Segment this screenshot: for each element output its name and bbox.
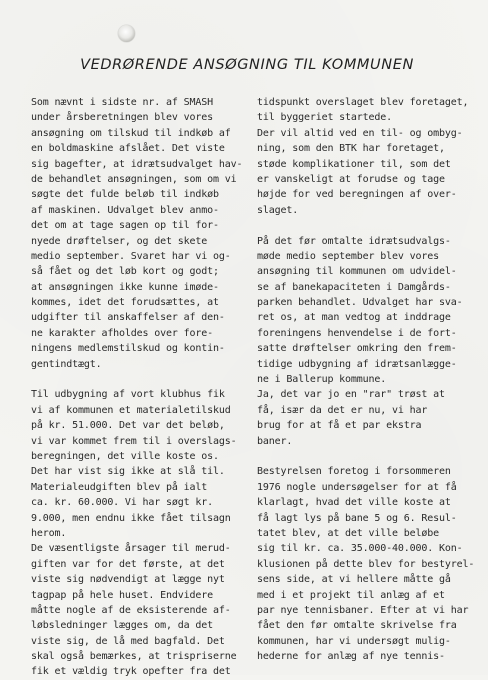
right-text-line: par nye tennisbaner. Efter at vi har [257,604,469,616]
right-text-line: parken behandlet. Udvalget har sva- [257,297,463,309]
right-text-line: brug for at få et par ekstra [257,420,422,432]
right-text-line: få lagt lys på bane 5 og 6. Resul- [257,512,457,524]
right-text-line: se af banekapaciteten i Damgårds- [257,281,451,293]
left-text-line: gentindtægt. [31,358,102,370]
left-text-line: beregningen, det ville koste os. [31,450,219,462]
right-text-line: tidspunkt overslaget blev foretaget, [257,97,469,108]
left-text-line: fik et vældig tryk opefter fra det [31,666,231,678]
right-text-line: satte drøftelser omkring den frem- [257,343,457,355]
left-text-line: giften var for det første, at det [31,558,225,570]
left-text-line: ca. kr. 60.000. Vi har søgt kr. [31,497,213,509]
left-text-line: en boldmaskine afslået. Det viste [31,143,225,155]
left-text-line: vi af kommunen et materialetilskud [31,404,231,416]
left-text-line: ansøgning om tilskud til indkøb af [31,127,231,139]
left-text-line: at ansøgningen ikke kunne imøde- [31,281,219,293]
left-text-line: Som nævnt i sidste nr. af SMASH [31,97,213,108]
left-text-line: under årsberetningen blev vores [31,112,213,124]
left-text-line: måtte nogle af de eksisterende af- [31,604,231,616]
left-text-line: viste sig, de lå med bagfald. Det [31,635,225,647]
right-text-line: tidige udbygning af idrætsanlægge- [257,358,457,370]
right-text-line: slaget. [257,204,299,216]
right-text-line: Ja, det var jo en "rar" trøst at [257,389,445,401]
right-text-column [257,95,482,664]
right-text-line: Der vil altid ved en til- og ombyg- [257,127,463,139]
left-text-line: så fået og det løb kort og godt; [31,266,219,278]
left-text-line: tagpap på hele huset. Endvidere [31,589,213,601]
left-text-line: Materialeudgiften blev på ialt [31,481,208,493]
left-text-line: viste sig nødvendigt at lægge nyt [31,574,225,586]
right-paragraph-gap [257,218,482,233]
left-text-line: af maskinen. Udvalget blev anmo- [31,204,219,216]
left-text-line: de behandlet ansøgningen, som om vi [31,173,237,185]
left-text-line: ningens medlemstilskud og kontin- [31,343,225,355]
left-text-line: søgte det fulde beløb til indkøb [31,189,219,201]
left-text-line: 9.000, men endnu ikke fået tilsagn [31,512,231,524]
right-text-line: klusionen på dette blev for bestyrel- [257,558,475,570]
right-text-line: er vanskeligt at forudse og tage [257,173,445,185]
left-text-line: kommes, idet det forudsættes, at [31,297,219,309]
right-text-line: tatet blev, at det ville beløbe [257,527,439,539]
left-text-column [31,95,249,680]
right-text-line: klarlagt, hvad det ville koste at [257,497,451,509]
right-text-line: få, især da det er nu, vi har [257,404,428,416]
left-text-line: Til udbygning af vort klubhus fik [31,389,225,401]
right-text-line: baner. [257,435,293,447]
right-text-line: sig til kr. ca. 35.000-40.000. Kon- [257,543,463,555]
left-text-line: udgifter til anskaffelser af den- [31,312,225,324]
right-text-line: fået den før omtalte skrivelse fra [257,620,457,632]
left-text-line: herom. [31,527,67,539]
right-text-line: højde for ved beregningen af over- [257,189,457,201]
right-text-line: kommunen, har vi undersøgt mulig- [257,635,451,647]
right-text-line: På det før omtalte idrætsudvalgs- [257,235,451,247]
left-text-line: det om at tage sagen op til for- [31,220,219,232]
left-text-line: ne karakter afholdes over fore- [31,327,213,339]
left-text-line: medio september. Svaret har vi og- [31,250,231,262]
right-text-line: støde komplikationer til, som det [257,158,451,170]
left-text-line: løbsledninger lægges om, da det [31,620,213,632]
left-text-line: De væsentligste årsager til merud- [31,543,231,555]
punch-hole [118,25,135,42]
left-paragraph-gap [31,372,249,387]
left-text-line: nyede drøftelser, og det skete [31,235,208,247]
left-text-line: sig bagefter, at idrætsudvalget hav- [31,158,243,170]
right-text-line: ret os, at man vedtog at inddrage [257,312,451,324]
right-text-line: møde medio september blev vores [257,250,439,262]
right-text-line: sens side, at vi hellere måtte gå [257,574,451,586]
right-text-line: ne i Ballerup kommune. [257,374,387,386]
left-text-line: Det har vist sig ikke at slå til. [31,466,225,478]
right-text-line: 1976 nogle undersøgelser for at få [257,481,457,493]
right-text-line: ansøgning til kommunen om udvidel- [257,266,457,278]
right-text-line: ning, som den BTK har foretaget, [257,143,445,155]
left-text-line: på kr. 51.000. Det var det beløb, [31,420,225,432]
left-text-line: skal også bemærkes, at trispriserne [31,651,237,663]
right-paragraph-gap [257,449,482,464]
right-text-line: til byggeriet startede. [257,112,393,124]
left-text-line: vi var kommet frem til i overslags- [31,435,237,447]
document-title: VEDRØRENDE ANSØGNING TIL KOMMUNEN [80,57,414,73]
right-text-line: foreningens henvendelse i de fort- [257,327,457,339]
right-text-line: Bestyrelsen foretog i forsommeren [257,466,451,478]
right-text-line: hederne for anlæg af nye tennis- [257,651,445,663]
right-text-line: med i et projekt til anlæg af et [257,589,445,601]
